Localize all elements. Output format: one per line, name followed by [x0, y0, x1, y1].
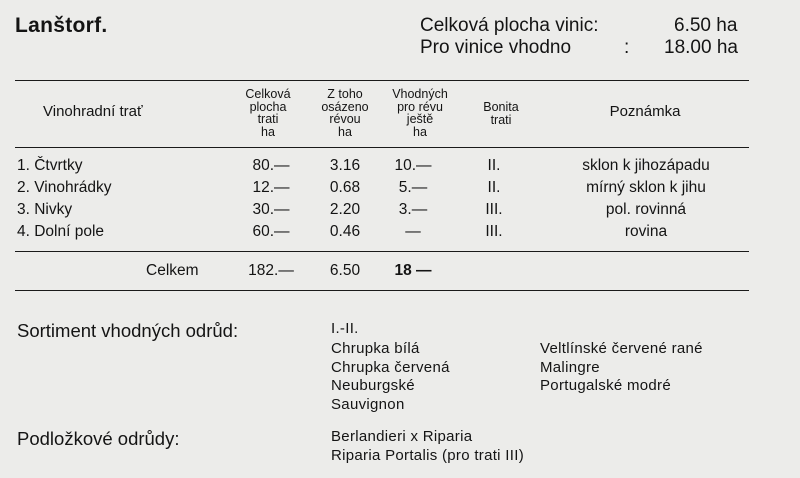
- suitable-area-value: 18.00 ha: [664, 37, 738, 58]
- assortment-class: I.-II.: [331, 320, 359, 337]
- list-item: Malingre: [540, 358, 600, 376]
- list-item: Sauvignon: [331, 395, 405, 413]
- suitable-area-label: Pro vinice vhodno: [420, 37, 572, 58]
- total-area-label: Celková plocha vinic:: [420, 15, 599, 36]
- list-item: Berlandieri x Riparia: [331, 428, 473, 445]
- assortment-list-2: [540, 340, 703, 396]
- table-row: 2. Vinohrádky 12.— 0.68 5.— II. mírný sklon k jihu: [17, 179, 706, 196]
- header-total: Celková plocha trati ha: [245, 87, 291, 139]
- table-body: [0, 155, 800, 243]
- assortment-list-1: [331, 340, 450, 414]
- header-note: Poznámka: [609, 103, 681, 120]
- list-item: Riparia Portalis (pro trati III): [331, 446, 524, 464]
- list-item: Neuburgské: [331, 377, 415, 394]
- table-row: 1. Čtvrtky 80.— 3.16 10.— II. sklon k jihozápadu: [17, 157, 710, 174]
- header-suitable: Vhodných pro révu ještě ha: [392, 87, 448, 139]
- table-top-rule: [15, 80, 749, 81]
- list-item: Veltlínské červené rané: [540, 340, 703, 357]
- table-bottom-rule: [15, 290, 749, 291]
- totals-row: [0, 260, 800, 282]
- list-item: Chrupka bílá: [331, 340, 420, 357]
- header-bonita: Bonita trati: [483, 100, 519, 127]
- table-row: 4. Dolní pole 60.— 0.46 — III. rovina: [17, 223, 668, 240]
- totals-planted: 6.50: [329, 262, 361, 279]
- total-area-value: 6.50 ha: [674, 15, 738, 36]
- rootstock-label: Podložkové odrůdy:: [17, 428, 180, 449]
- totals-label: Celkem: [146, 262, 199, 279]
- totals-suitable: 18 —: [394, 262, 432, 279]
- list-item: Portugalské modré: [540, 377, 671, 394]
- assortment-label: Sortiment vhodných odrůd:: [17, 320, 239, 341]
- rootstock-list: [331, 428, 524, 465]
- header-name: Vinohradní trať: [43, 103, 143, 120]
- suitable-area-sep: :: [624, 37, 630, 58]
- totals-total: 182.—: [248, 262, 294, 279]
- table-header-rule: [15, 147, 749, 148]
- page-title: Lanštorf.: [15, 14, 108, 37]
- table-row: 3. Nivky 30.— 2.20 3.— III. pol. rovinná: [17, 201, 687, 218]
- list-item: Chrupka červená: [331, 358, 450, 376]
- table-body-rule: [15, 251, 749, 252]
- header-planted: Z toho osázeno révou ha: [321, 87, 369, 139]
